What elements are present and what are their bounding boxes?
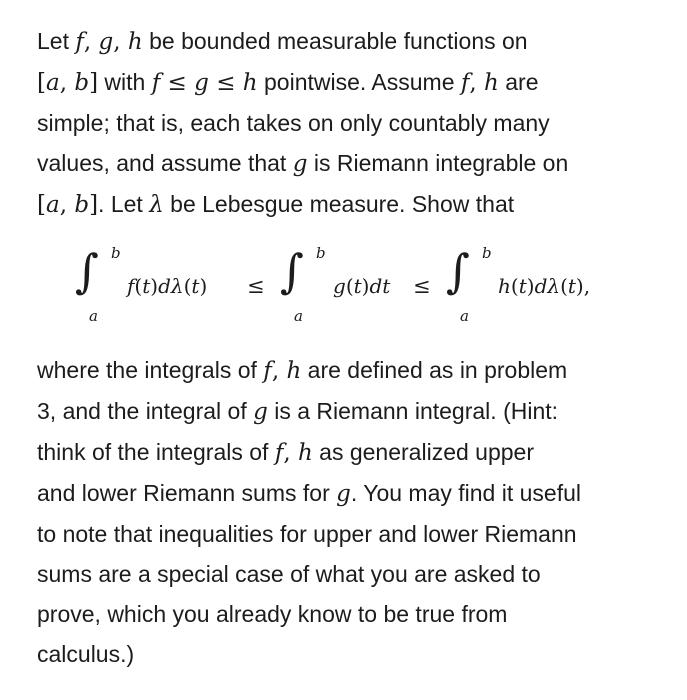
text-span: be bounded measurable functions on (142, 28, 528, 54)
integral-1-upper-limit: b (111, 244, 121, 262)
math-g: g (253, 399, 268, 425)
integral-3-integrand (498, 274, 590, 298)
math-paren: ) (526, 274, 535, 298)
math-bracket-close: ] (89, 70, 99, 96)
math-b: b (74, 70, 90, 96)
text-span: are (498, 69, 539, 95)
math-bracket-open: [ (37, 70, 46, 96)
integral-1-lower-limit: a (89, 307, 98, 325)
math-paren: ) (199, 274, 208, 298)
text-span: Let (37, 28, 76, 54)
integral-sign-2: ∫ (280, 244, 304, 298)
math-comma: , (59, 70, 75, 96)
math-paren: ) (361, 274, 370, 298)
paragraph-1-line-5 (37, 184, 662, 225)
math-t: t (142, 274, 151, 298)
math-t: t (191, 274, 200, 298)
paragraph-1-line-2 (37, 62, 662, 103)
math-dt: dt (369, 274, 391, 298)
math-comma: , (113, 29, 128, 55)
math-f: f (127, 274, 135, 298)
math-lambda: λ (149, 192, 164, 218)
integral-2-integrand (333, 274, 390, 298)
integral-3-upper-limit: b (482, 244, 492, 262)
text-span: where the integrals of (37, 357, 264, 383)
math-bracket-close: ] (89, 192, 99, 218)
math-t: t (567, 274, 576, 298)
math-comma: , (271, 358, 287, 384)
math-comma: , (59, 192, 75, 218)
math-comma: , (469, 70, 485, 96)
paragraph-2-line-4 (37, 473, 662, 514)
integral-3-lower-limit: a (460, 307, 469, 325)
math-g: g (292, 151, 308, 177)
math-paren: ( (134, 274, 143, 298)
text-span: is Riemann integrable on (307, 150, 569, 176)
math-h: h (286, 358, 302, 384)
math-g: g (194, 70, 209, 96)
math-b: b (74, 192, 90, 218)
text-span: pointwise. Assume (257, 69, 461, 95)
math-t: t (518, 274, 527, 298)
text-span: as generalized upper (312, 439, 534, 465)
integral-sign-1: ∫ (75, 244, 99, 298)
display-equation (0, 236, 687, 336)
math-f: f (263, 358, 272, 384)
math-paren: ) (150, 274, 159, 298)
math-paren: ( (560, 274, 568, 298)
math-paren: ( (510, 274, 519, 298)
text-span: values, and assume that (37, 150, 293, 176)
math-g: g (333, 274, 346, 298)
math-f: f (274, 440, 284, 466)
text-span: . Let (98, 191, 150, 217)
paragraph-2-line-1 (37, 350, 662, 391)
math-g: g (98, 29, 114, 55)
text-span: . You may find it useful (350, 480, 582, 506)
text-span: 3, and the integral of (37, 398, 254, 424)
math-h: h (484, 70, 499, 96)
math-comma: , (83, 29, 99, 55)
paragraph-2-line-8: calculus.) (37, 641, 135, 667)
math-h: h (297, 440, 313, 466)
problem-paragraph-1 (37, 21, 662, 225)
math-a: a (45, 70, 60, 96)
paragraph-1-line-3: simple; that is, each takes on only countably many (37, 110, 550, 136)
integral-1-integrand (127, 274, 207, 298)
integral-2-lower-limit: a (294, 307, 303, 325)
math-leq: ≤ (208, 70, 243, 96)
text-span: think of the integrals of (37, 439, 275, 465)
integral-2-upper-limit: b (316, 244, 326, 262)
paragraph-2-line-7: prove, which you already know to be true from (37, 601, 508, 627)
text-span: are defined as in problem (301, 357, 568, 383)
math-lambda: λ (547, 274, 561, 298)
math-paren-comma: ), (575, 274, 591, 298)
math-lambda: λ (170, 274, 184, 298)
integral-sign-3: ∫ (446, 244, 470, 298)
paragraph-2-line-6: sums are a special case of what you are asked to (37, 561, 541, 587)
math-g: g (336, 481, 351, 507)
relation-leq-2: ≤ (413, 274, 431, 298)
math-h: h (127, 29, 143, 55)
paragraph-1-line-1 (37, 21, 662, 62)
math-t: t (353, 274, 362, 298)
math-paren: ( (345, 274, 354, 298)
math-f: f (75, 29, 84, 55)
text-span: and lower Riemann sums for (37, 480, 337, 506)
math-a: a (45, 192, 60, 218)
math-paren: ( (183, 274, 192, 298)
math-comma: , (283, 440, 298, 466)
math-f: f (460, 70, 470, 96)
text-span: with (98, 69, 152, 95)
paragraph-2-line-3 (37, 432, 662, 473)
math-bracket-open: [ (37, 192, 46, 218)
math-f: f (151, 70, 161, 96)
paragraph-2-line-2 (37, 391, 662, 432)
relation-leq-1: ≤ (247, 274, 265, 298)
problem-paragraph-2 (37, 350, 662, 674)
math-h: h (498, 274, 511, 298)
paragraph-2-line-5: to note that inequalities for upper and lower Riemann (37, 521, 577, 547)
math-leq: ≤ (160, 70, 195, 96)
paragraph-1-line-4 (37, 143, 662, 184)
math-h: h (242, 70, 258, 96)
text-span: is a Riemann integral. (Hint: (267, 398, 559, 424)
text-span: be Lebesgue measure. Show that (163, 191, 515, 217)
math-d: d (158, 274, 171, 298)
math-d: d (534, 274, 548, 298)
